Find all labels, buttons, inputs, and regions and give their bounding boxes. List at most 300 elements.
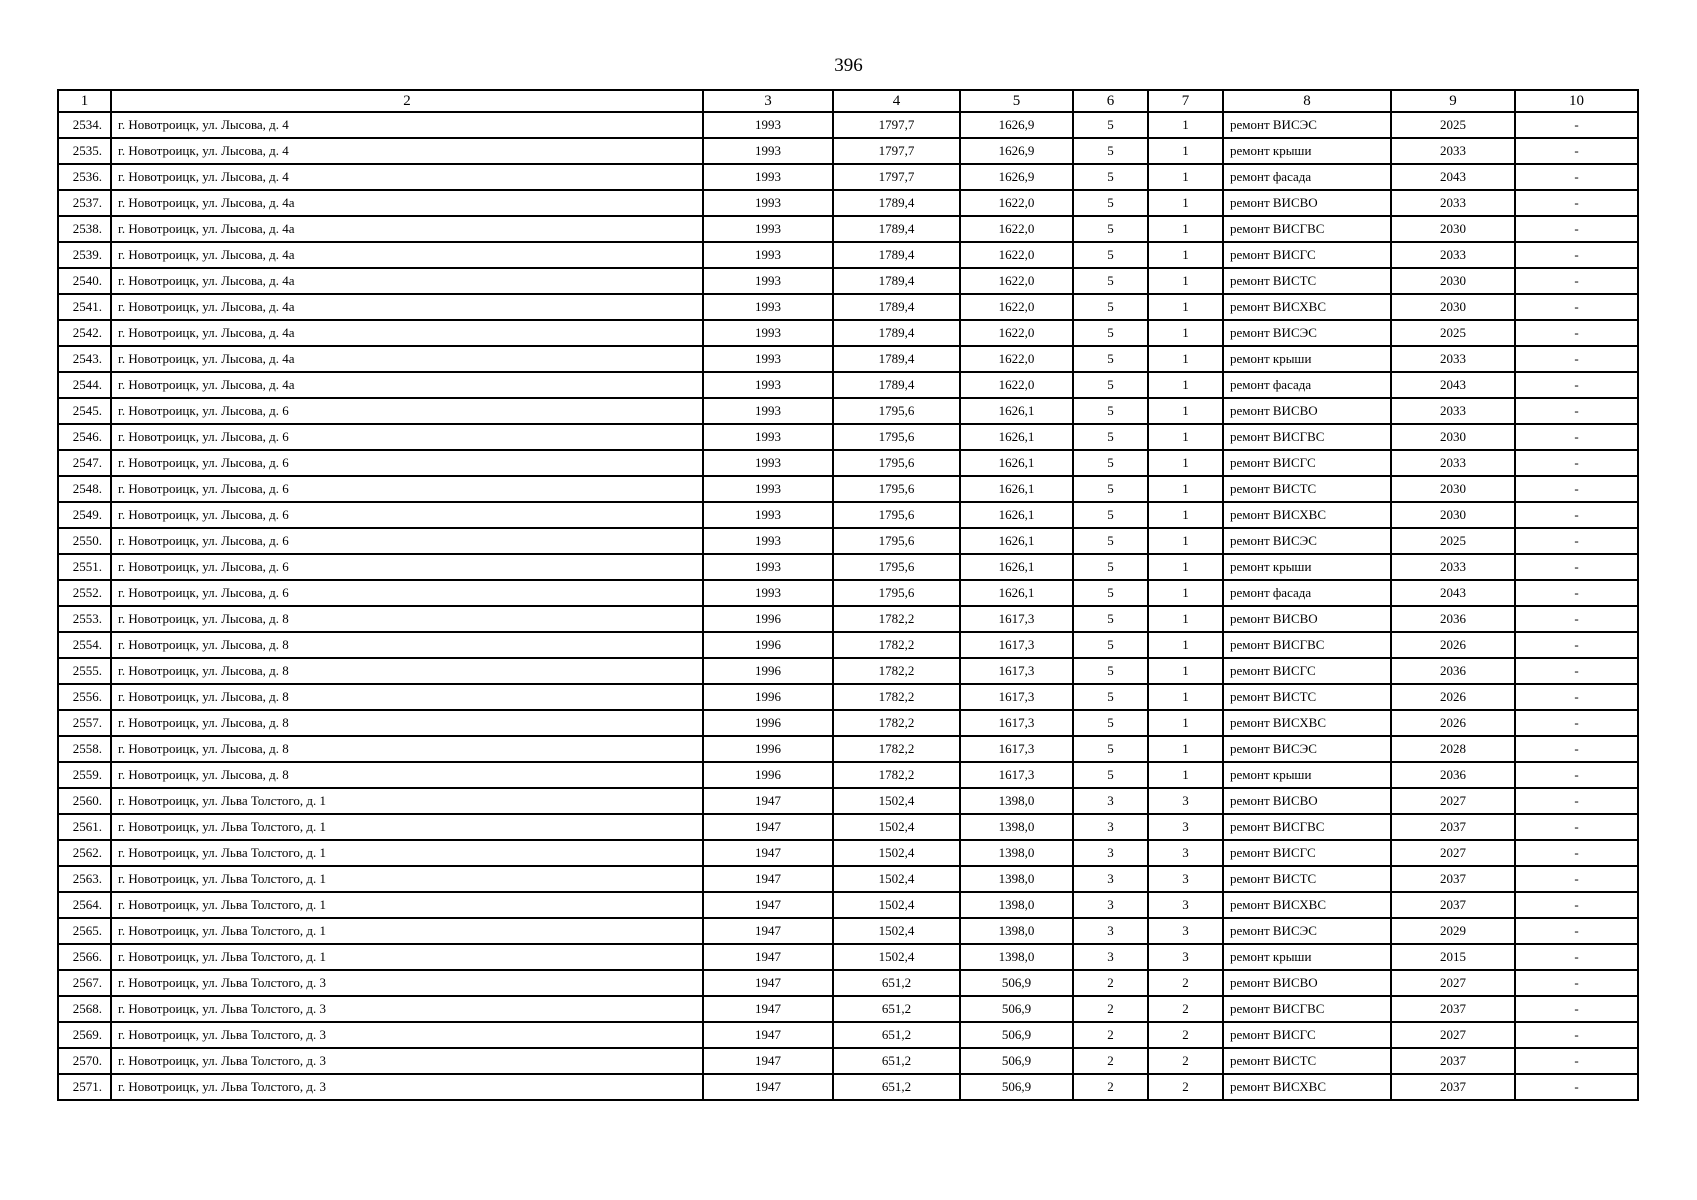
column-header: 4	[833, 90, 960, 112]
cell-note: -	[1515, 710, 1638, 736]
cell-floors: 5	[1073, 606, 1148, 632]
cell-work-type: ремонт ВИСГС	[1223, 840, 1391, 866]
table-row	[58, 1048, 1638, 1074]
table-row	[58, 476, 1638, 502]
cell-address: г. Новотроицк, ул. Льва Толстого, д. 1	[111, 944, 703, 970]
table-row	[58, 450, 1638, 476]
cell-living-area: 1398,0	[960, 866, 1073, 892]
cell-entrances: 1	[1148, 528, 1223, 554]
cell-year-built: 1947	[703, 814, 833, 840]
table-row	[58, 268, 1638, 294]
cell-row-number: 2536.	[58, 164, 111, 190]
cell-note: -	[1515, 788, 1638, 814]
cell-row-number: 2540.	[58, 268, 111, 294]
cell-year-built: 1996	[703, 632, 833, 658]
cell-living-area: 1622,0	[960, 190, 1073, 216]
cell-note: -	[1515, 424, 1638, 450]
cell-total-area: 1795,6	[833, 476, 960, 502]
cell-address: г. Новотроицк, ул. Льва Толстого, д. 1	[111, 788, 703, 814]
cell-note: -	[1515, 346, 1638, 372]
cell-total-area: 1782,2	[833, 658, 960, 684]
cell-address: г. Новотроицк, ул. Лысова, д. 4а	[111, 346, 703, 372]
cell-work-type: ремонт фасада	[1223, 372, 1391, 398]
cell-total-area: 1797,7	[833, 138, 960, 164]
cell-work-type: ремонт фасада	[1223, 580, 1391, 606]
cell-planned-year: 2027	[1391, 970, 1515, 996]
cell-year-built: 1947	[703, 918, 833, 944]
cell-row-number: 2570.	[58, 1048, 111, 1074]
cell-address: г. Новотроицк, ул. Лысова, д. 6	[111, 528, 703, 554]
cell-year-built: 1993	[703, 112, 833, 138]
table-row	[58, 580, 1638, 606]
cell-planned-year: 2027	[1391, 788, 1515, 814]
cell-total-area: 1797,7	[833, 112, 960, 138]
cell-planned-year: 2033	[1391, 190, 1515, 216]
cell-year-built: 1996	[703, 658, 833, 684]
cell-work-type: ремонт ВИСГС	[1223, 658, 1391, 684]
cell-living-area: 1398,0	[960, 918, 1073, 944]
cell-entrances: 1	[1148, 710, 1223, 736]
cell-floors: 5	[1073, 658, 1148, 684]
cell-address: г. Новотроицк, ул. Лысова, д. 8	[111, 632, 703, 658]
cell-total-area: 1789,4	[833, 320, 960, 346]
cell-year-built: 1993	[703, 216, 833, 242]
table-row	[58, 918, 1638, 944]
cell-entrances: 1	[1148, 580, 1223, 606]
cell-entrances: 3	[1148, 814, 1223, 840]
cell-note: -	[1515, 606, 1638, 632]
cell-entrances: 1	[1148, 216, 1223, 242]
cell-entrances: 3	[1148, 840, 1223, 866]
cell-note: -	[1515, 840, 1638, 866]
cell-planned-year: 2037	[1391, 1074, 1515, 1100]
cell-row-number: 2565.	[58, 918, 111, 944]
cell-year-built: 1993	[703, 502, 833, 528]
cell-row-number: 2551.	[58, 554, 111, 580]
cell-living-area: 1626,1	[960, 424, 1073, 450]
cell-living-area: 1617,3	[960, 606, 1073, 632]
cell-work-type: ремонт ВИСХВС	[1223, 892, 1391, 918]
cell-entrances: 1	[1148, 476, 1223, 502]
column-header: 2	[111, 90, 703, 112]
cell-note: -	[1515, 138, 1638, 164]
table-row	[58, 710, 1638, 736]
cell-floors: 5	[1073, 294, 1148, 320]
cell-row-number: 2561.	[58, 814, 111, 840]
cell-planned-year: 2026	[1391, 710, 1515, 736]
cell-work-type: ремонт ВИСГВС	[1223, 424, 1391, 450]
repair-register-table	[57, 89, 1639, 1101]
cell-address: г. Новотроицк, ул. Лысова, д. 6	[111, 476, 703, 502]
cell-living-area: 1617,3	[960, 632, 1073, 658]
column-header: 7	[1148, 90, 1223, 112]
cell-note: -	[1515, 892, 1638, 918]
cell-floors: 2	[1073, 996, 1148, 1022]
cell-living-area: 506,9	[960, 1048, 1073, 1074]
cell-work-type: ремонт ВИСВО	[1223, 788, 1391, 814]
cell-planned-year: 2033	[1391, 242, 1515, 268]
table-body	[58, 112, 1638, 1100]
cell-work-type: ремонт крыши	[1223, 762, 1391, 788]
cell-year-built: 1947	[703, 788, 833, 814]
cell-floors: 5	[1073, 242, 1148, 268]
table-row	[58, 346, 1638, 372]
cell-row-number: 2552.	[58, 580, 111, 606]
cell-note: -	[1515, 762, 1638, 788]
table-row	[58, 736, 1638, 762]
cell-total-area: 651,2	[833, 970, 960, 996]
cell-row-number: 2568.	[58, 996, 111, 1022]
cell-floors: 2	[1073, 1022, 1148, 1048]
cell-row-number: 2554.	[58, 632, 111, 658]
cell-work-type: ремонт ВИСВО	[1223, 606, 1391, 632]
cell-planned-year: 2030	[1391, 476, 1515, 502]
cell-work-type: ремонт фасада	[1223, 164, 1391, 190]
cell-planned-year: 2043	[1391, 164, 1515, 190]
cell-row-number: 2557.	[58, 710, 111, 736]
cell-living-area: 1626,1	[960, 554, 1073, 580]
cell-entrances: 3	[1148, 788, 1223, 814]
column-header: 5	[960, 90, 1073, 112]
cell-planned-year: 2033	[1391, 398, 1515, 424]
cell-address: г. Новотроицк, ул. Льва Толстого, д. 3	[111, 1022, 703, 1048]
cell-total-area: 1795,6	[833, 398, 960, 424]
cell-address: г. Новотроицк, ул. Лысова, д. 4а	[111, 372, 703, 398]
cell-entrances: 1	[1148, 658, 1223, 684]
table-row	[58, 424, 1638, 450]
cell-work-type: ремонт ВИСЭС	[1223, 736, 1391, 762]
cell-living-area: 1398,0	[960, 944, 1073, 970]
table-row	[58, 164, 1638, 190]
cell-year-built: 1993	[703, 372, 833, 398]
cell-floors: 5	[1073, 268, 1148, 294]
cell-row-number: 2538.	[58, 216, 111, 242]
cell-row-number: 2555.	[58, 658, 111, 684]
column-header: 8	[1223, 90, 1391, 112]
cell-entrances: 1	[1148, 632, 1223, 658]
cell-note: -	[1515, 268, 1638, 294]
cell-address: г. Новотроицк, ул. Лысова, д. 4а	[111, 294, 703, 320]
cell-address: г. Новотроицк, ул. Льва Толстого, д. 3	[111, 1048, 703, 1074]
cell-address: г. Новотроицк, ул. Лысова, д. 4а	[111, 216, 703, 242]
table-row	[58, 684, 1638, 710]
cell-work-type: ремонт ВИСТС	[1223, 1048, 1391, 1074]
cell-address: г. Новотроицк, ул. Лысова, д. 4а	[111, 320, 703, 346]
cell-note: -	[1515, 970, 1638, 996]
cell-row-number: 2545.	[58, 398, 111, 424]
cell-floors: 5	[1073, 528, 1148, 554]
cell-living-area: 1622,0	[960, 242, 1073, 268]
cell-address: г. Новотроицк, ул. Льва Толстого, д. 1	[111, 918, 703, 944]
cell-living-area: 1398,0	[960, 814, 1073, 840]
cell-year-built: 1996	[703, 684, 833, 710]
table-row	[58, 190, 1638, 216]
cell-row-number: 2571.	[58, 1074, 111, 1100]
cell-entrances: 1	[1148, 138, 1223, 164]
cell-year-built: 1993	[703, 580, 833, 606]
cell-address: г. Новотроицк, ул. Льва Толстого, д. 3	[111, 970, 703, 996]
cell-floors: 3	[1073, 788, 1148, 814]
cell-work-type: ремонт крыши	[1223, 944, 1391, 970]
cell-entrances: 1	[1148, 762, 1223, 788]
cell-row-number: 2543.	[58, 346, 111, 372]
cell-living-area: 1617,3	[960, 684, 1073, 710]
cell-total-area: 1795,6	[833, 502, 960, 528]
table-row	[58, 502, 1638, 528]
cell-total-area: 1795,6	[833, 554, 960, 580]
cell-work-type: ремонт ВИСГС	[1223, 1022, 1391, 1048]
cell-address: г. Новотроицк, ул. Лысова, д. 8	[111, 710, 703, 736]
cell-entrances: 2	[1148, 970, 1223, 996]
cell-entrances: 2	[1148, 1074, 1223, 1100]
cell-total-area: 1782,2	[833, 632, 960, 658]
cell-floors: 2	[1073, 1074, 1148, 1100]
cell-floors: 5	[1073, 476, 1148, 502]
cell-work-type: ремонт ВИСЭС	[1223, 528, 1391, 554]
cell-note: -	[1515, 216, 1638, 242]
cell-work-type: ремонт ВИСЭС	[1223, 320, 1391, 346]
cell-address: г. Новотроицк, ул. Льва Толстого, д. 1	[111, 840, 703, 866]
cell-floors: 2	[1073, 970, 1148, 996]
cell-living-area: 1617,3	[960, 658, 1073, 684]
cell-total-area: 1795,6	[833, 424, 960, 450]
cell-row-number: 2550.	[58, 528, 111, 554]
cell-living-area: 506,9	[960, 996, 1073, 1022]
cell-floors: 5	[1073, 762, 1148, 788]
cell-year-built: 1993	[703, 476, 833, 502]
cell-row-number: 2546.	[58, 424, 111, 450]
cell-entrances: 2	[1148, 1022, 1223, 1048]
cell-total-area: 1789,4	[833, 346, 960, 372]
cell-note: -	[1515, 476, 1638, 502]
cell-entrances: 1	[1148, 190, 1223, 216]
cell-address: г. Новотроицк, ул. Лысова, д. 6	[111, 424, 703, 450]
cell-living-area: 1626,1	[960, 450, 1073, 476]
cell-entrances: 1	[1148, 450, 1223, 476]
table-row	[58, 606, 1638, 632]
cell-row-number: 2556.	[58, 684, 111, 710]
cell-floors: 5	[1073, 398, 1148, 424]
cell-floors: 5	[1073, 554, 1148, 580]
cell-entrances: 1	[1148, 242, 1223, 268]
cell-note: -	[1515, 866, 1638, 892]
cell-living-area: 1398,0	[960, 840, 1073, 866]
page-number: 396	[834, 55, 863, 76]
cell-planned-year: 2033	[1391, 450, 1515, 476]
cell-row-number: 2567.	[58, 970, 111, 996]
header-row	[58, 90, 1638, 112]
cell-planned-year: 2025	[1391, 112, 1515, 138]
cell-entrances: 1	[1148, 424, 1223, 450]
cell-work-type: ремонт ВИСВО	[1223, 398, 1391, 424]
cell-address: г. Новотроицк, ул. Лысова, д. 6	[111, 502, 703, 528]
cell-work-type: ремонт крыши	[1223, 554, 1391, 580]
cell-note: -	[1515, 684, 1638, 710]
cell-year-built: 1947	[703, 892, 833, 918]
cell-year-built: 1993	[703, 346, 833, 372]
cell-work-type: ремонт ВИСВО	[1223, 970, 1391, 996]
cell-planned-year: 2030	[1391, 502, 1515, 528]
cell-note: -	[1515, 320, 1638, 346]
cell-entrances: 3	[1148, 892, 1223, 918]
cell-address: г. Новотроицк, ул. Лысова, д. 8	[111, 658, 703, 684]
cell-note: -	[1515, 658, 1638, 684]
cell-note: -	[1515, 190, 1638, 216]
cell-floors: 5	[1073, 112, 1148, 138]
cell-living-area: 1626,1	[960, 580, 1073, 606]
cell-row-number: 2566.	[58, 944, 111, 970]
cell-floors: 5	[1073, 138, 1148, 164]
cell-floors: 3	[1073, 866, 1148, 892]
cell-address: г. Новотроицк, ул. Лысова, д. 8	[111, 736, 703, 762]
cell-row-number: 2564.	[58, 892, 111, 918]
cell-planned-year: 2043	[1391, 372, 1515, 398]
table-row	[58, 320, 1638, 346]
cell-note: -	[1515, 814, 1638, 840]
cell-total-area: 1502,4	[833, 866, 960, 892]
cell-year-built: 1996	[703, 606, 833, 632]
cell-floors: 5	[1073, 450, 1148, 476]
cell-floors: 3	[1073, 814, 1148, 840]
cell-floors: 5	[1073, 320, 1148, 346]
cell-living-area: 1626,9	[960, 164, 1073, 190]
cell-total-area: 1789,4	[833, 242, 960, 268]
cell-year-built: 1996	[703, 736, 833, 762]
cell-year-built: 1993	[703, 398, 833, 424]
cell-total-area: 1782,2	[833, 762, 960, 788]
cell-living-area: 1626,9	[960, 112, 1073, 138]
cell-floors: 5	[1073, 216, 1148, 242]
cell-work-type: ремонт ВИСГВС	[1223, 996, 1391, 1022]
cell-total-area: 1502,4	[833, 788, 960, 814]
cell-planned-year: 2033	[1391, 554, 1515, 580]
cell-year-built: 1993	[703, 242, 833, 268]
cell-total-area: 1502,4	[833, 840, 960, 866]
cell-planned-year: 2037	[1391, 996, 1515, 1022]
cell-planned-year: 2036	[1391, 606, 1515, 632]
cell-planned-year: 2030	[1391, 424, 1515, 450]
cell-entrances: 1	[1148, 268, 1223, 294]
cell-row-number: 2535.	[58, 138, 111, 164]
cell-work-type: ремонт ВИСЭС	[1223, 918, 1391, 944]
cell-note: -	[1515, 528, 1638, 554]
cell-year-built: 1947	[703, 840, 833, 866]
cell-work-type: ремонт крыши	[1223, 346, 1391, 372]
table-row	[58, 632, 1638, 658]
cell-floors: 5	[1073, 710, 1148, 736]
cell-planned-year: 2037	[1391, 814, 1515, 840]
column-header: 1	[58, 90, 111, 112]
cell-note: -	[1515, 1022, 1638, 1048]
cell-entrances: 1	[1148, 346, 1223, 372]
cell-planned-year: 2027	[1391, 1022, 1515, 1048]
cell-floors: 2	[1073, 1048, 1148, 1074]
cell-total-area: 651,2	[833, 1022, 960, 1048]
cell-note: -	[1515, 996, 1638, 1022]
cell-row-number: 2560.	[58, 788, 111, 814]
cell-floors: 3	[1073, 840, 1148, 866]
cell-note: -	[1515, 372, 1638, 398]
table-row	[58, 970, 1638, 996]
cell-year-built: 1947	[703, 866, 833, 892]
cell-entrances: 1	[1148, 320, 1223, 346]
cell-address: г. Новотроицк, ул. Лысова, д. 4а	[111, 242, 703, 268]
cell-living-area: 1617,3	[960, 710, 1073, 736]
cell-total-area: 651,2	[833, 1048, 960, 1074]
cell-total-area: 1782,2	[833, 606, 960, 632]
cell-note: -	[1515, 294, 1638, 320]
table-row	[58, 294, 1638, 320]
table-row	[58, 814, 1638, 840]
cell-row-number: 2549.	[58, 502, 111, 528]
cell-row-number: 2569.	[58, 1022, 111, 1048]
cell-note: -	[1515, 632, 1638, 658]
cell-work-type: ремонт ВИСГС	[1223, 242, 1391, 268]
cell-entrances: 1	[1148, 684, 1223, 710]
cell-address: г. Новотроицк, ул. Лысова, д. 4	[111, 164, 703, 190]
cell-entrances: 1	[1148, 606, 1223, 632]
cell-entrances: 3	[1148, 918, 1223, 944]
cell-year-built: 1993	[703, 164, 833, 190]
cell-note: -	[1515, 944, 1638, 970]
cell-planned-year: 2025	[1391, 320, 1515, 346]
cell-planned-year: 2029	[1391, 918, 1515, 944]
cell-living-area: 1622,0	[960, 346, 1073, 372]
cell-row-number: 2534.	[58, 112, 111, 138]
cell-row-number: 2542.	[58, 320, 111, 346]
cell-total-area: 1795,6	[833, 528, 960, 554]
cell-year-built: 1993	[703, 424, 833, 450]
cell-planned-year: 2037	[1391, 892, 1515, 918]
cell-note: -	[1515, 242, 1638, 268]
cell-note: -	[1515, 554, 1638, 580]
cell-floors: 5	[1073, 346, 1148, 372]
cell-work-type: ремонт ВИСХВС	[1223, 1074, 1391, 1100]
cell-year-built: 1993	[703, 138, 833, 164]
cell-living-area: 1617,3	[960, 762, 1073, 788]
cell-floors: 5	[1073, 372, 1148, 398]
cell-row-number: 2539.	[58, 242, 111, 268]
cell-planned-year: 2028	[1391, 736, 1515, 762]
column-header: 10	[1515, 90, 1638, 112]
cell-living-area: 1622,0	[960, 372, 1073, 398]
cell-planned-year: 2027	[1391, 840, 1515, 866]
cell-living-area: 1622,0	[960, 216, 1073, 242]
cell-total-area: 1789,4	[833, 294, 960, 320]
cell-work-type: ремонт ВИСВО	[1223, 190, 1391, 216]
cell-total-area: 1789,4	[833, 216, 960, 242]
cell-planned-year: 2033	[1391, 346, 1515, 372]
cell-floors: 5	[1073, 190, 1148, 216]
cell-floors: 5	[1073, 502, 1148, 528]
cell-floors: 5	[1073, 424, 1148, 450]
cell-note: -	[1515, 918, 1638, 944]
cell-note: -	[1515, 164, 1638, 190]
cell-floors: 3	[1073, 892, 1148, 918]
cell-planned-year: 2037	[1391, 1048, 1515, 1074]
cell-year-built: 1947	[703, 970, 833, 996]
cell-total-area: 1789,4	[833, 268, 960, 294]
table-row	[58, 762, 1638, 788]
cell-living-area: 506,9	[960, 1022, 1073, 1048]
table-row	[58, 242, 1638, 268]
column-header: 6	[1073, 90, 1148, 112]
cell-row-number: 2553.	[58, 606, 111, 632]
cell-entrances: 2	[1148, 1048, 1223, 1074]
cell-total-area: 1502,4	[833, 814, 960, 840]
column-header: 9	[1391, 90, 1515, 112]
cell-address: г. Новотроицк, ул. Лысова, д. 4	[111, 138, 703, 164]
